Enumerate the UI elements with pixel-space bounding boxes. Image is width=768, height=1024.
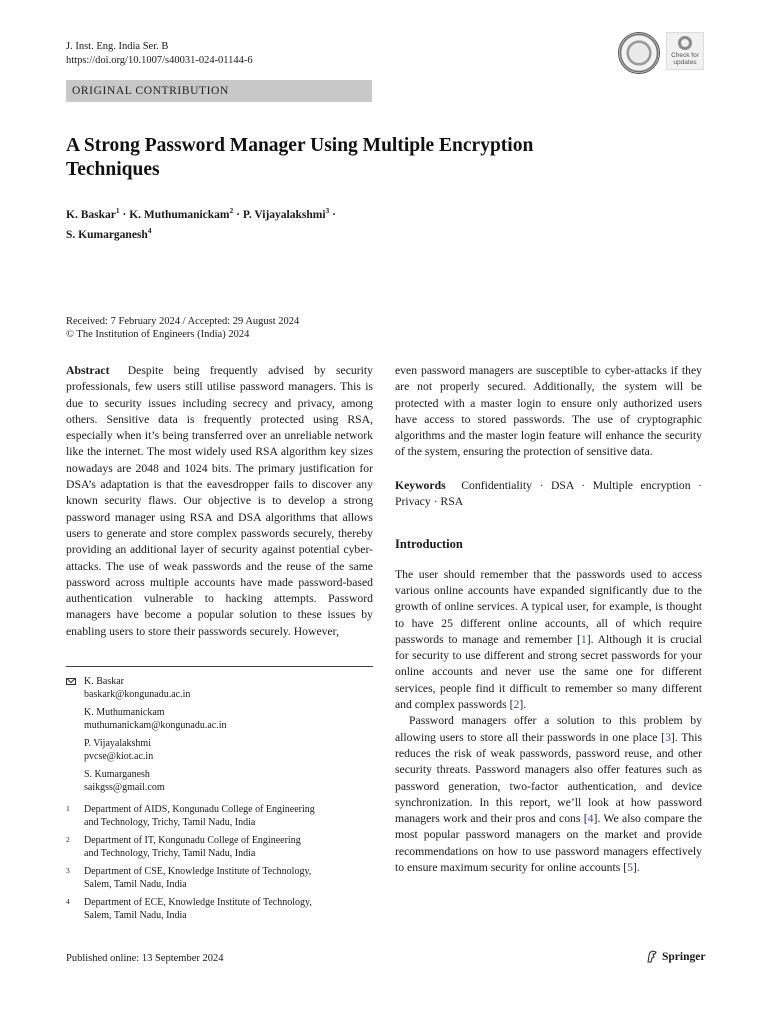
doi-link[interactable]: https://doi.org/10.1007/s40031-024-01144-6: [66, 55, 253, 66]
check-for-updates-badge[interactable]: [666, 32, 704, 70]
citation-link[interactable]: 4: [587, 812, 594, 826]
citation-link[interactable]: 3: [665, 730, 671, 744]
author-affil-sup: 3: [325, 206, 330, 215]
right-column: [395, 363, 702, 876]
check-updates-label-1: Check for: [671, 52, 699, 59]
author-name[interactable]: P. Vijayalakshmi: [242, 208, 326, 221]
contact-entry: [66, 738, 373, 763]
affiliation-entry: [66, 866, 373, 891]
citation-link[interactable]: 2: [513, 698, 520, 712]
received-accepted: Received: 7 February 2024 / Accepted: 29 August 2024: [66, 316, 300, 327]
intro-text: The user should remember that the passwords used to access various online accounts have expanded significantly due to the growth of online services. A typical user, for example, is thought to have 25 different online accounts, all of which require passwords to manage and remember [: [395, 567, 702, 646]
journal-header: [66, 40, 253, 68]
affiliation-entry: [66, 897, 373, 922]
author-name[interactable]: S. Kumarganesh: [66, 228, 148, 241]
publication-dates: [66, 315, 299, 341]
contact-name: S. Kumarganesh: [84, 769, 150, 780]
intro-paragraph-2: [395, 713, 702, 876]
publisher-name: Springer: [662, 950, 706, 963]
intro-text: ]. Although it is crucial for security to use different and strong secret passwords for your online accounts and never use the same one for different services, people find it difficult to remember so many different and complex passwords [: [395, 632, 702, 712]
affiliation-line: Salem, Tamil Nadu, India: [84, 878, 187, 890]
copyright-line: © The Institution of Engineers (India) 2024: [66, 329, 250, 340]
springer-horse-icon: [646, 950, 658, 963]
published-online: Published online: 13 September 2024: [66, 953, 224, 964]
publisher-logo: [646, 950, 705, 963]
abstract-heading: Abstract: [66, 364, 110, 377]
contact-name: P. Vijayalakshmi: [84, 738, 151, 749]
author-affil-sup: 4: [147, 225, 152, 235]
abstract-text-left: Despite being frequently advised by security professionals, few users still utilise password managers. This is due to security issues including secrecy and privacy, among others. Sensitive data is frequently protected using RSA, especially when it’s being transferred over an unreliable network like the internet. The most widely used RSA algorithm key sizes nowadays are 2048 and 1024 bits. The primary justification for DSA’s adaptation is that the eavesdropper fails to discover any known security flaws. Our objective is to develop a strong password manager using RSA and DSA algorithms that allows users to generate and store complex passwords securely, thereby providing an additional layer of security against potential cyber-attacks. The use of weak passwords and the reuse of the same password across multiple accounts have made password-based authentication vulnerable to hacking attempts. Password managers have become a popular solution to these issues by enabling users to store their passwords securely. However,: [66, 364, 373, 638]
intro-paragraph-1: [395, 567, 702, 714]
contact-email[interactable]: pvcse@kiot.ac.in: [84, 750, 154, 762]
affiliation-line: Department of AIDS, Kongunadu College of Engineering: [84, 804, 315, 815]
affiliation-line: and Technology, Trichy, Tamil Nadu, India: [84, 816, 256, 828]
contact-email[interactable]: muthumanickam@kongunadu.ac.in: [84, 719, 227, 731]
contact-name: K. Baskar: [84, 676, 124, 687]
intro-text: ].: [632, 861, 640, 875]
contact-name: K. Muthumanickam: [84, 707, 165, 718]
abstract-continued: even password managers are susceptible to cyber-attacks if they are not properly secured. Additionally, the system will be protected with a master login to ensure only authorized users have access to stored passwords. The use of cryptographic algorithms and the master login feature will enhance the security of the system, ensuring the protection of sensitive data.: [395, 364, 702, 459]
contact-entry: [66, 676, 373, 701]
affiliation-entry: [66, 804, 373, 829]
article-type-banner: ORIGINAL CONTRIBUTION: [66, 80, 372, 102]
intro-text: Password managers offer a solution to this problem by allowing users to store all their passwords in one place [: [395, 714, 702, 744]
affiliation-entry: [66, 835, 373, 860]
contact-entry: [66, 769, 373, 794]
contact-entry: [66, 707, 373, 732]
keywords-text: Confidentiality · DSA · Multiple encryption · Privacy · RSA: [395, 478, 702, 509]
introduction-heading: Introduction: [395, 537, 463, 552]
author-affil-sup: 1: [115, 206, 120, 215]
article-title: A Strong Password Manager Using Multiple Encryption Techniques: [66, 135, 534, 180]
intro-text: ]. We also compare the most popular password managers on the market and provide recommendations on how to use password managers effectively to ensure maximum security for online accounts [: [395, 812, 702, 875]
affiliation-line: Salem, Tamil Nadu, India: [84, 909, 187, 921]
citation-link[interactable]: 5: [627, 861, 633, 875]
intro-text: ].: [519, 698, 527, 712]
footnote-divider: [66, 666, 373, 667]
affiliation-number: 2: [66, 835, 70, 844]
contact-email[interactable]: baskark@kongunadu.ac.in: [84, 688, 191, 700]
author-list: K. Baskar$^1$ · K. Muthumanickam$^2$ · P. Vijayalakshmi$^3$ · S. Kumarganesh$^4$: [66, 206, 336, 241]
affiliation-line: Department of IT, Kongunadu College of Engineering: [84, 835, 301, 846]
check-updates-label-2: updates: [673, 59, 697, 66]
contact-email[interactable]: saikgss@gmail.com: [84, 781, 165, 793]
author-name[interactable]: K. Baskar: [66, 208, 116, 221]
affiliation-number: 4: [66, 897, 70, 906]
affiliation-line: Department of CSE, Knowledge Institute of Technology,: [84, 866, 312, 877]
keywords-paragraph: [395, 478, 702, 511]
header-logos: [618, 32, 704, 74]
affiliation-line: Department of ECE, Knowledge Institute of Technology,: [84, 897, 312, 908]
author-affil-sup: 2: [229, 206, 234, 215]
institution-seal-icon: [618, 32, 660, 74]
mail-icon: [66, 678, 76, 685]
affiliation-number: 3: [66, 866, 70, 875]
keywords-heading: Keywords: [395, 478, 446, 492]
left-column: [66, 363, 373, 640]
journal-name: J. Inst. Eng. India Ser. B: [66, 41, 169, 52]
affiliation-line: and Technology, Trichy, Tamil Nadu, India: [84, 847, 256, 859]
affiliation-number: 1: [66, 804, 70, 813]
citation-link[interactable]: 1: [580, 632, 587, 646]
abstract-paragraph: [66, 363, 373, 640]
check-updates-icon: [678, 36, 692, 50]
corresponding-contacts: [66, 676, 373, 928]
intro-text: ]. This reduces the risk of weak passwords, password reuse, and other security threats. Password managers also offer features such as password generation, two-factor authentication, and device synchronization. In this report, we’ll look at how password managers work and their pros and cons [: [395, 730, 702, 826]
author-name[interactable]: K. Muthumanickam: [129, 208, 230, 221]
